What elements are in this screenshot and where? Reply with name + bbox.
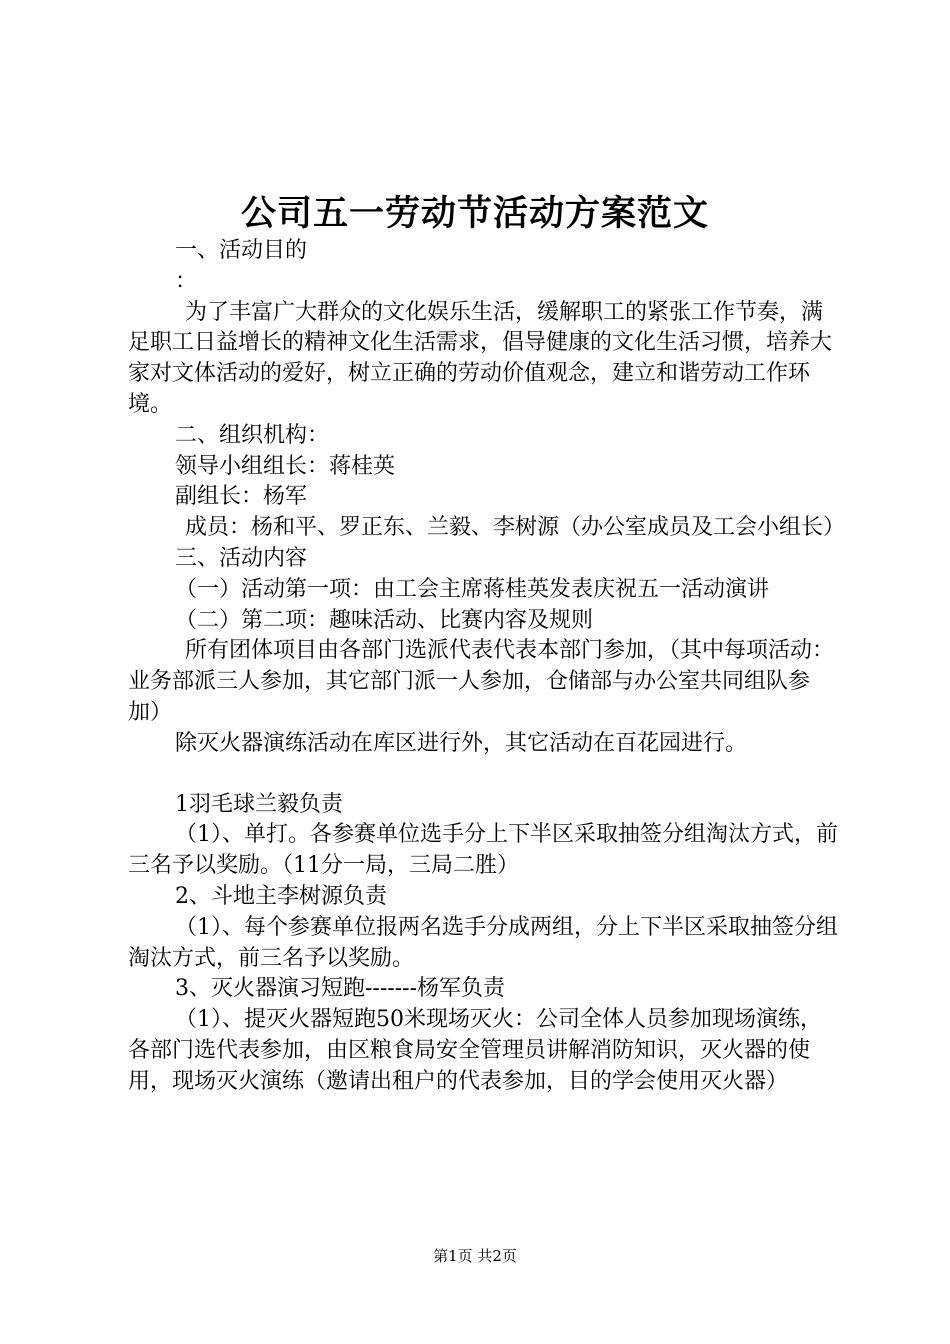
paragraph-purpose: 为了丰富广大群众的文化娱乐生活，缓解职工的紧张工作节奏，满足职工日益增长的精神文化生活需求，倡导健康的文化生活习惯，培养大家对文体活动的爱好，树立正确的劳动价值观念，建立和谐劳动工作环境。 <box>128 299 833 417</box>
paragraph-team-rules: 所有团体项目由各部门选派代表代表本部门参加，（其中每项活动：业务部派三人参加，其它部门派一人参加，仓储部与办公室共同组队参加） <box>128 638 835 725</box>
paragraph-colon: ： <box>175 268 198 294</box>
paragraph-doudizhu-rules: （1）、每个参赛单位报两名选手分成两组，分上下半区采取抽签分组淘汰方式，前三名予以奖励。 <box>128 914 838 971</box>
paragraph-badminton-rules: （1）、单打。各参赛单位选手分上下半区采取抽签分组淘汰方式，前三名予以奖励。（11分一局，三局二胜） <box>128 822 838 879</box>
paragraph-item-2: （二）第二项：趣味活动、比赛内容及规则 <box>175 607 594 633</box>
paragraph-heading-2: 二、组织机构： <box>175 422 330 448</box>
paragraph-heading-1: 一、活动目的 <box>175 238 308 263</box>
document-title: 公司五一劳动节活动方案范文 <box>240 193 709 234</box>
document-body <box>128 236 846 1098</box>
paragraph-item-1: （一）活动第一项：由工会主席蒋桂英发表庆祝五一活动演讲 <box>175 576 770 602</box>
paragraph-badminton: 1羽毛球兰毅负责 <box>175 791 343 817</box>
paragraph-extinguisher-rules: （1）、提灭火器短跑50米现场灭火：公司全体人员参加现场演练，各部门选代表参加，由区粮食局安全管理员讲解消防知识，灭火器的使用，现场灭火演练（邀请出租户的代表参加，目的学会使用灭火器） <box>128 1007 822 1094</box>
paragraph-deputy: 副组长：杨军 <box>175 484 308 510</box>
paragraph-members: 成员：杨和平、罗正东、兰毅、李树源（办公室成员及工会小组长） <box>185 515 846 541</box>
paragraph-spacer <box>128 760 838 790</box>
page-footer: 第1页 共2页 <box>433 1247 517 1265</box>
paragraph-venue: 除灭火器演练活动在库区进行外，其它活动在百花园进行。 <box>175 730 748 756</box>
paragraph-heading-3: 三、活动内容 <box>175 545 308 571</box>
paragraph-doudizhu: 2、斗地主李树源负责 <box>175 883 387 909</box>
paragraph-extinguisher: 3、灭火器演习短跑-------杨军负责 <box>175 976 506 1002</box>
paragraph-leader: 领导小组组长：蒋桂英 <box>175 453 396 479</box>
